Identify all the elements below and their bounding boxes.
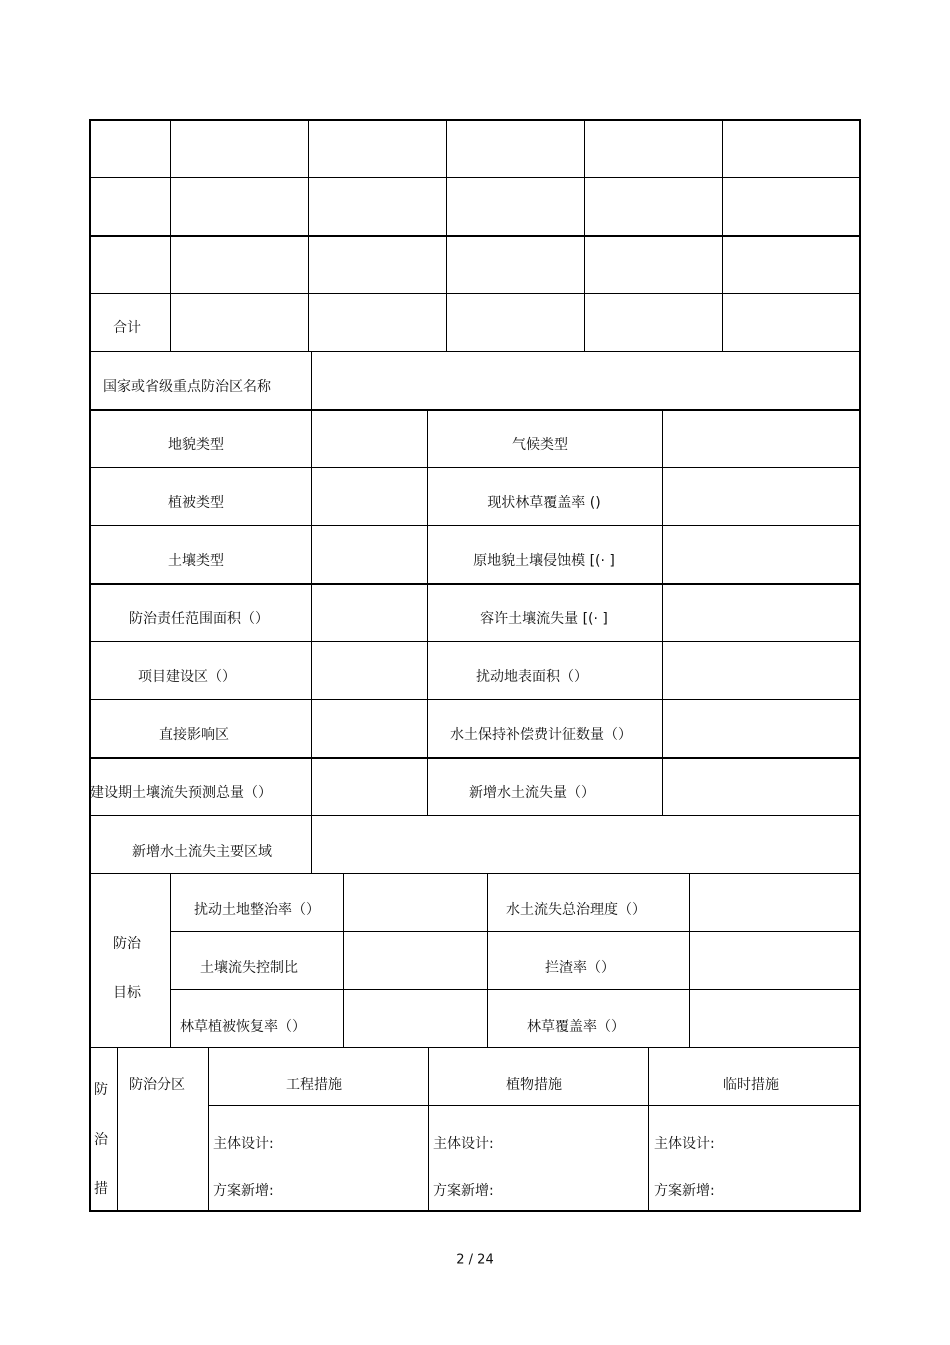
landform-type-label: 地貌类型	[168, 437, 224, 453]
table-line	[648, 1047, 649, 1212]
target-item: 土壤流失控制比	[200, 960, 298, 976]
table-line	[89, 293, 861, 294]
measures-side-label: 措	[94, 1181, 108, 1197]
table-line	[427, 409, 428, 815]
table-line	[89, 873, 861, 874]
table-line	[89, 757, 861, 759]
target-item: 林草覆盖率（）	[527, 1019, 625, 1035]
soil-conservation-table	[89, 119, 861, 1212]
key-zone-name-label: 国家或省级重点防治区名称	[103, 379, 271, 395]
soil-type-label: 土壤类型	[168, 553, 224, 569]
target-item: 水土流失总治理度（）	[506, 902, 646, 918]
plan-added-label: 方案新增:	[213, 1183, 274, 1199]
targets-label-line1: 防治	[113, 936, 141, 952]
measures-header: 工程措施	[286, 1077, 342, 1093]
disturbed-surface-area-label: 扰动地表面积（）	[476, 669, 588, 685]
construction-area-label: 项目建设区（）	[138, 669, 236, 685]
table-line	[117, 1047, 118, 1212]
table-line	[89, 641, 861, 642]
original-erosion-modulus-label: 原地貌土壤侵蚀模 [(· ]	[473, 553, 615, 569]
table-line	[89, 409, 861, 411]
table-line	[208, 1105, 861, 1106]
table-line	[170, 931, 861, 932]
table-line	[89, 699, 861, 700]
direct-impact-area-label: 直接影响区	[159, 727, 229, 743]
forest-grass-coverage-label: 现状林草覆盖率 ()	[487, 495, 601, 511]
table-line	[859, 119, 861, 1212]
table-line	[311, 815, 312, 873]
table-line	[89, 1210, 861, 1212]
table-line	[487, 873, 488, 1047]
table-line	[170, 989, 861, 990]
responsibility-area-label: 防治责任范围面积（）	[129, 611, 269, 627]
table-line	[689, 873, 690, 1047]
table-line	[89, 467, 861, 468]
table-line	[89, 525, 861, 526]
new-loss-amount-label: 新增水土流失量（）	[469, 785, 595, 801]
plan-added-label: 方案新增:	[654, 1183, 715, 1199]
measures-header: 防治分区	[129, 1077, 185, 1093]
table-line	[722, 119, 723, 351]
table-line	[311, 351, 312, 409]
table-line	[428, 1047, 429, 1212]
measures-header: 植物措施	[506, 1077, 562, 1093]
measures-header: 临时措施	[723, 1077, 779, 1093]
plan-added-label: 方案新增:	[433, 1183, 494, 1199]
construction-loss-total-label: 建设期土壤流失预测总量（）	[90, 785, 272, 801]
table-line	[89, 177, 861, 178]
main-design-label: 主体设计:	[433, 1136, 494, 1152]
table-line	[343, 873, 344, 1047]
table-line	[584, 119, 585, 351]
table-line	[89, 235, 861, 237]
page-number: 2 / 24	[456, 1252, 494, 1268]
vegetation-type-label: 植被类型	[168, 495, 224, 511]
table-line	[662, 409, 663, 815]
climate-type-label: 气候类型	[512, 437, 568, 453]
table-line	[311, 409, 312, 815]
target-item: 林草植被恢复率（）	[180, 1019, 306, 1035]
compensation-fee-quantity-label: 水土保持补偿费计征数量（）	[450, 727, 632, 743]
table-line	[89, 815, 861, 816]
table-line	[170, 119, 171, 351]
targets-label-line2: 目标	[113, 985, 141, 1001]
table-line	[446, 119, 447, 351]
target-item: 扰动土地整治率（）	[194, 902, 320, 918]
main-design-label: 主体设计:	[654, 1136, 715, 1152]
table-line	[89, 119, 861, 121]
measures-side-label: 防	[94, 1082, 108, 1098]
measures-side-label: 治	[94, 1132, 108, 1148]
table-line	[308, 119, 309, 351]
target-item: 拦渣率（）	[545, 960, 615, 976]
table-line	[89, 351, 861, 352]
table-line	[89, 1047, 861, 1048]
new-loss-main-area-label: 新增水土流失主要区域	[132, 844, 272, 860]
table-line	[89, 583, 861, 585]
table-line	[170, 873, 171, 1047]
total-label: 合计	[113, 320, 141, 336]
table-line	[89, 119, 91, 1212]
main-design-label: 主体设计:	[213, 1136, 274, 1152]
allowable-soil-loss-label: 容许土壤流失量 [(· ]	[480, 611, 608, 627]
table-line	[208, 1047, 209, 1212]
